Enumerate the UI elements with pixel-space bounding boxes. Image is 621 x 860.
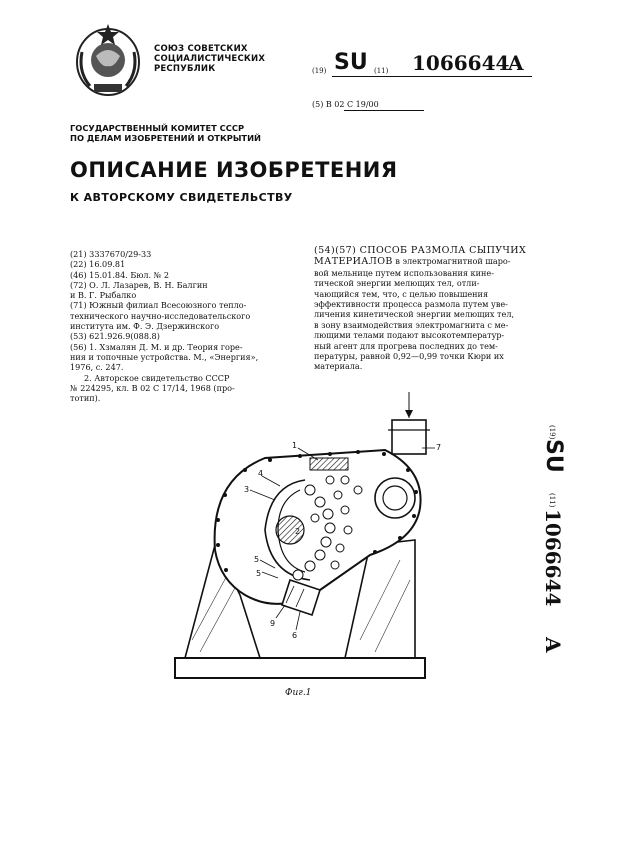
abstract-line: пературы, равной 0,92—0,99 точки Кюри их [314, 351, 504, 362]
biblio-line: (56) 1. Хзмалян Д. М. и др. Теория горе- [70, 341, 243, 352]
vertical-patent-id [536, 425, 566, 665]
committee-line: ГОСУДАРСТВЕННЫЙ КОМИТЕТ СССР [70, 123, 245, 133]
country-code: SU [334, 50, 368, 75]
biblio-line: № 224295, кл. В 02 С 17/14, 1968 (про- [70, 382, 235, 393]
electromagnet [310, 458, 348, 470]
biblio-line: (72) О. Л. Лазарев, В. Н. Балгин [70, 279, 208, 290]
biblio-line: технического научно-исследовательского [70, 310, 251, 321]
code-19: (19) [548, 425, 556, 440]
document-subtitle: К АВТОРСКОМУ СВИДЕТЕЛЬСТВУ [70, 191, 293, 204]
label-6: 6 [292, 631, 298, 640]
abstract-heading: (54)(57) СПОСОБ РАЗМОЛА СЫПУЧИХ [314, 245, 527, 256]
label-5a: 5 [254, 555, 260, 564]
biblio-line: тотип). [70, 393, 101, 404]
mill-drawing [170, 390, 440, 690]
committee [70, 123, 261, 143]
abstract-line: эффективности процесса размола путем уве- [314, 299, 508, 310]
ussr-emblem [72, 22, 144, 100]
patent-number: 1066644 [541, 509, 565, 607]
label-4: 4 [258, 469, 264, 478]
gov-name-line: РЕСПУБЛИК [154, 64, 216, 74]
abstract-line: тической энергии мелющих тел, отли- [314, 278, 480, 289]
patent-id [312, 50, 532, 80]
patent-kind: A [541, 637, 565, 653]
patent-kind: A [508, 51, 524, 75]
underline [332, 76, 532, 77]
base-plate [175, 658, 425, 678]
code-19: (19) [312, 67, 327, 75]
gov-name-line: СОЦИАЛИСТИЧЕСКИХ [154, 54, 266, 64]
label-5b: 5 [256, 569, 262, 578]
biblio-line: (21) 3337670/29-33 [70, 249, 152, 259]
abstract-line: ный агент для прогрева последних до тем- [314, 340, 498, 351]
label-1: 1 [292, 441, 298, 450]
biblio-line: института им. Ф. Э. Дзержинского [70, 321, 220, 332]
abstract-line: лющими телами подают высокотемператур- [314, 330, 505, 341]
abstract-heading: МАТЕРИАЛОВ [314, 256, 393, 268]
label-3: 3 [244, 485, 250, 494]
biblio-line: (53) 621.926.9(088.8) [70, 331, 160, 342]
underline [344, 110, 424, 111]
inlet-pipe [392, 420, 426, 454]
gov-name-line: СОЮЗ СОВЕТСКИХ [154, 44, 248, 54]
biblio-line: 2. Авторское свидетельство СССР [84, 372, 230, 383]
document-title: ОПИСАНИЕ ИЗОБРЕТЕНИЯ [70, 158, 398, 182]
abstract-line: личения кинетической энергии мелющих тел, [314, 309, 515, 320]
biblio-line: (71) Южный филиал Всесоюзного тепло- [70, 300, 247, 311]
code-11: (11) [374, 67, 389, 75]
biblio-line: (46) 15.01.84. Бюл. № 2 [70, 269, 170, 280]
label-9: 9 [270, 619, 276, 628]
abstract-line [314, 256, 532, 267]
label-7: 7 [436, 443, 442, 452]
patent-number: 1066644 [412, 51, 510, 75]
abstract-text: в электромагнитной шаро- [392, 256, 511, 267]
gov-name [154, 44, 265, 74]
committee-line: ПО ДЕЛАМ ИЗОБРЕТЕНИЙ И ОТКРЫТИЙ [70, 133, 261, 143]
biblio-line: 1976, с. 247. [70, 362, 124, 373]
code-11: (11) [548, 493, 556, 508]
ipc-classification [312, 100, 379, 109]
abstract-line: материала. [314, 361, 363, 372]
abstract [314, 246, 532, 372]
figure-caption: Фиг.1 [285, 688, 312, 698]
biblio-line: ния и топочные устройства. М., «Энергия», [70, 351, 259, 362]
bibliographic-data [70, 249, 290, 403]
ipc-code: (5) В 02 С 19/00 [312, 100, 379, 109]
country-code: SU [541, 439, 566, 473]
label-2: 2 [295, 527, 301, 536]
biblio-line: (22) 16.09.81 [70, 259, 126, 270]
abstract-line: в зону взаимодействия электромагнита с ме- [314, 319, 509, 330]
abstract-line: чающийся тем, что, с целью повышения [314, 288, 489, 299]
abstract-line: вой мельнице путем использования кине- [314, 267, 494, 278]
biblio-line: и В. Г. Рыбалко [70, 290, 137, 301]
